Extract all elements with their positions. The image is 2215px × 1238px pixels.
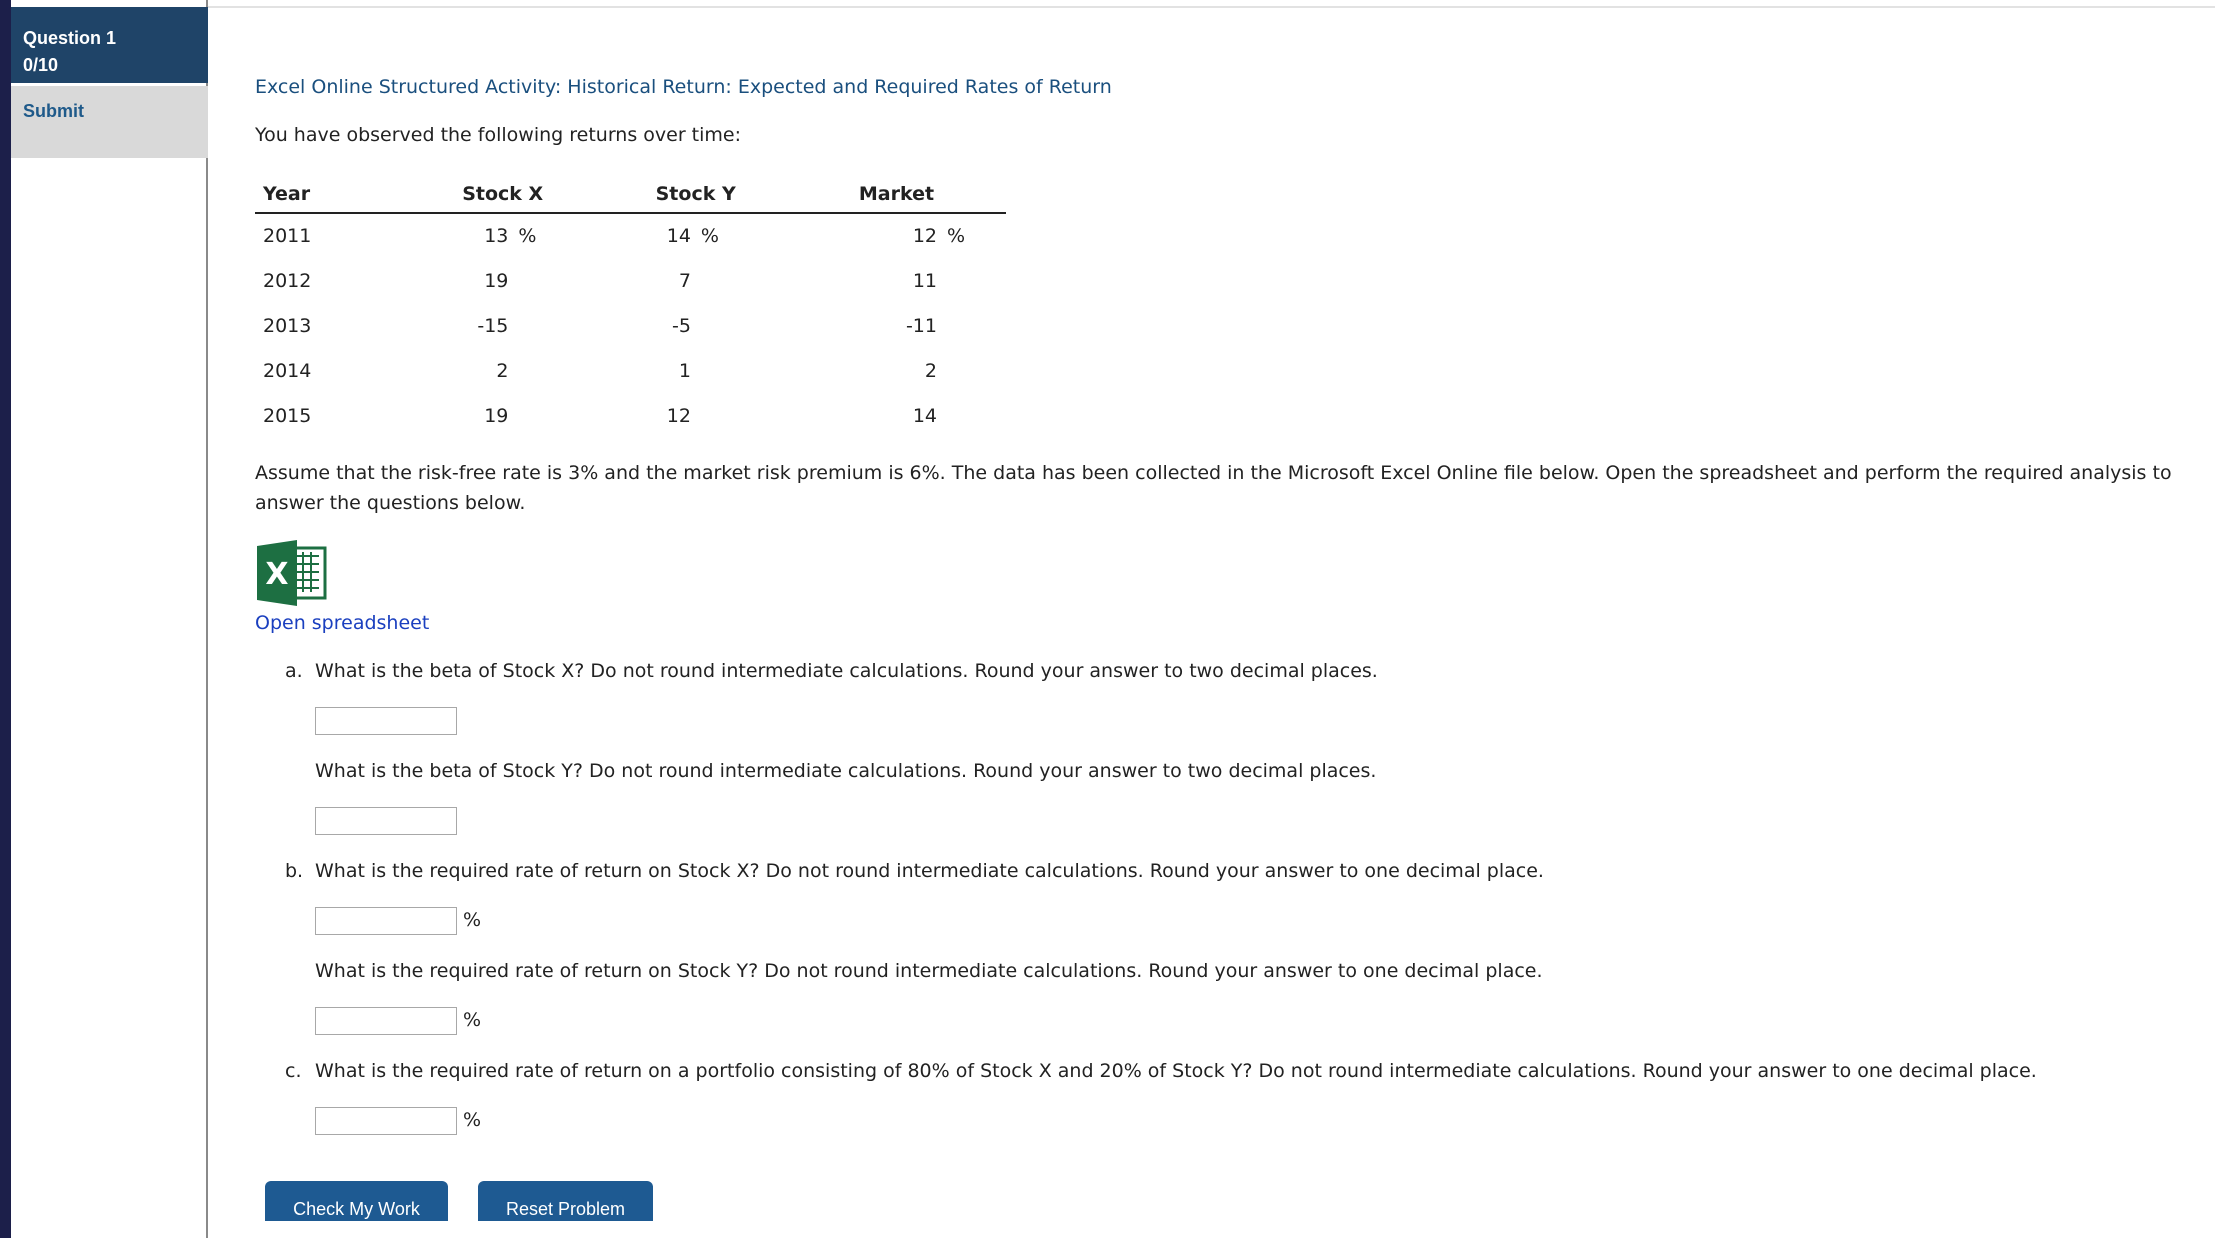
stock-y-cell bbox=[604, 303, 787, 348]
question-a2-text: What is the beta of Stock Y? Do not round intermediate calculations. Round your answer to two decimal places. bbox=[315, 760, 1377, 782]
value: 14 bbox=[912, 404, 937, 427]
table-row bbox=[255, 258, 1006, 303]
beta-y-input[interactable] bbox=[315, 807, 457, 835]
question-1-tab[interactable] bbox=[11, 7, 208, 83]
percent-sign: % bbox=[518, 225, 537, 247]
excel-icon[interactable] bbox=[257, 540, 327, 606]
beta-x-input[interactable] bbox=[315, 707, 457, 735]
market-cell bbox=[787, 348, 1006, 393]
year-cell: 2014 bbox=[263, 359, 312, 382]
question-b-label: b. bbox=[285, 860, 304, 882]
question-sidebar bbox=[11, 0, 208, 1238]
value: -5 bbox=[671, 314, 691, 337]
percent-sign: % bbox=[463, 1009, 482, 1031]
stock-y-cell bbox=[604, 258, 787, 303]
header-stock-y: Stock Y bbox=[604, 176, 787, 213]
value: -15 bbox=[477, 314, 509, 337]
value: 12 bbox=[666, 404, 691, 427]
value: 2 bbox=[496, 359, 509, 382]
market-cell bbox=[787, 393, 1006, 438]
stock-x-cell bbox=[401, 348, 604, 393]
submit-button[interactable]: Submit bbox=[11, 86, 208, 158]
required-return-x-input[interactable] bbox=[315, 907, 457, 935]
table-header-row bbox=[255, 176, 1006, 213]
window-left-edge bbox=[0, 0, 11, 1238]
value: 7 bbox=[678, 269, 691, 292]
percent-sign: % bbox=[946, 225, 965, 247]
portfolio-return-input[interactable] bbox=[315, 1107, 457, 1135]
assumption-text: Assume that the risk-free rate is 3% and the market risk premium is 6%. The data has been collected in the Microsoft Excel Online file below. Open the spreadsheet and perform the required analysis to answer the questions below. bbox=[255, 462, 2172, 514]
table-row bbox=[255, 213, 1006, 258]
question-a1-text: What is the beta of Stock X? Do not round intermediate calculations. Round your answer to two decimal places. bbox=[315, 660, 1378, 682]
stock-x-cell bbox=[401, 303, 604, 348]
value: -11 bbox=[905, 314, 937, 337]
value: 1 bbox=[678, 359, 691, 382]
question-b1-text: What is the required rate of return on Stock X? Do not round intermediate calculations. Round your answer to one decimal place. bbox=[315, 860, 1544, 882]
returns-table bbox=[255, 176, 1006, 438]
year-cell: 2011 bbox=[263, 225, 312, 247]
stock-y-cell bbox=[604, 213, 787, 258]
market-cell bbox=[787, 258, 1006, 303]
reset-problem-button[interactable]: Reset Problem bbox=[478, 1181, 653, 1221]
activity-title: Excel Online Structured Activity: Historical Return: Expected and Required Rates of Return bbox=[255, 76, 1112, 98]
market-cell bbox=[787, 213, 1006, 258]
top-divider bbox=[208, 6, 2215, 8]
header-market: Market bbox=[787, 176, 1006, 213]
stock-y-cell bbox=[604, 393, 787, 438]
value: 19 bbox=[484, 269, 509, 292]
required-return-y-input[interactable] bbox=[315, 1007, 457, 1035]
question-c-label: c. bbox=[285, 1060, 302, 1082]
stock-x-cell bbox=[401, 258, 604, 303]
value: 12 bbox=[912, 225, 937, 247]
table-row bbox=[255, 303, 1006, 348]
value: 2 bbox=[924, 359, 937, 382]
percent-sign: % bbox=[463, 1109, 482, 1131]
excel-icon-letter: X bbox=[265, 557, 289, 592]
year-cell: 2013 bbox=[263, 314, 312, 337]
value: 14 bbox=[666, 225, 691, 247]
header-year: Year bbox=[255, 176, 401, 213]
intro-text: You have observed the following returns over time: bbox=[255, 124, 742, 146]
check-my-work-button[interactable]: Check My Work bbox=[265, 1181, 448, 1221]
open-spreadsheet-link[interactable]: Open spreadsheet bbox=[255, 612, 430, 634]
value: 11 bbox=[912, 269, 937, 292]
stock-x-cell bbox=[401, 213, 604, 258]
question-label: Question 1 bbox=[23, 28, 117, 48]
year-cell: 2015 bbox=[263, 404, 312, 427]
value: 13 bbox=[484, 225, 509, 247]
value: 19 bbox=[484, 404, 509, 427]
year-cell: 2012 bbox=[263, 269, 312, 292]
market-cell bbox=[787, 303, 1006, 348]
question-b2-text: What is the required rate of return on Stock Y? Do not round intermediate calculations. Round your answer to one decimal place. bbox=[315, 960, 1543, 982]
percent-sign: % bbox=[700, 225, 719, 247]
stock-x-cell bbox=[401, 393, 604, 438]
table-row bbox=[255, 348, 1006, 393]
header-stock-x: Stock X bbox=[401, 176, 604, 213]
question-a-label: a. bbox=[285, 660, 303, 682]
stock-y-cell bbox=[604, 348, 787, 393]
question-score: 0/10 bbox=[23, 55, 59, 75]
table-row bbox=[255, 393, 1006, 438]
question-c1-text: What is the required rate of return on a portfolio consisting of 80% of Stock X and 20% of Stock Y? Do not round intermediate calculations. Round your answer to one decimal place. bbox=[315, 1060, 2037, 1082]
percent-sign: % bbox=[463, 909, 482, 931]
